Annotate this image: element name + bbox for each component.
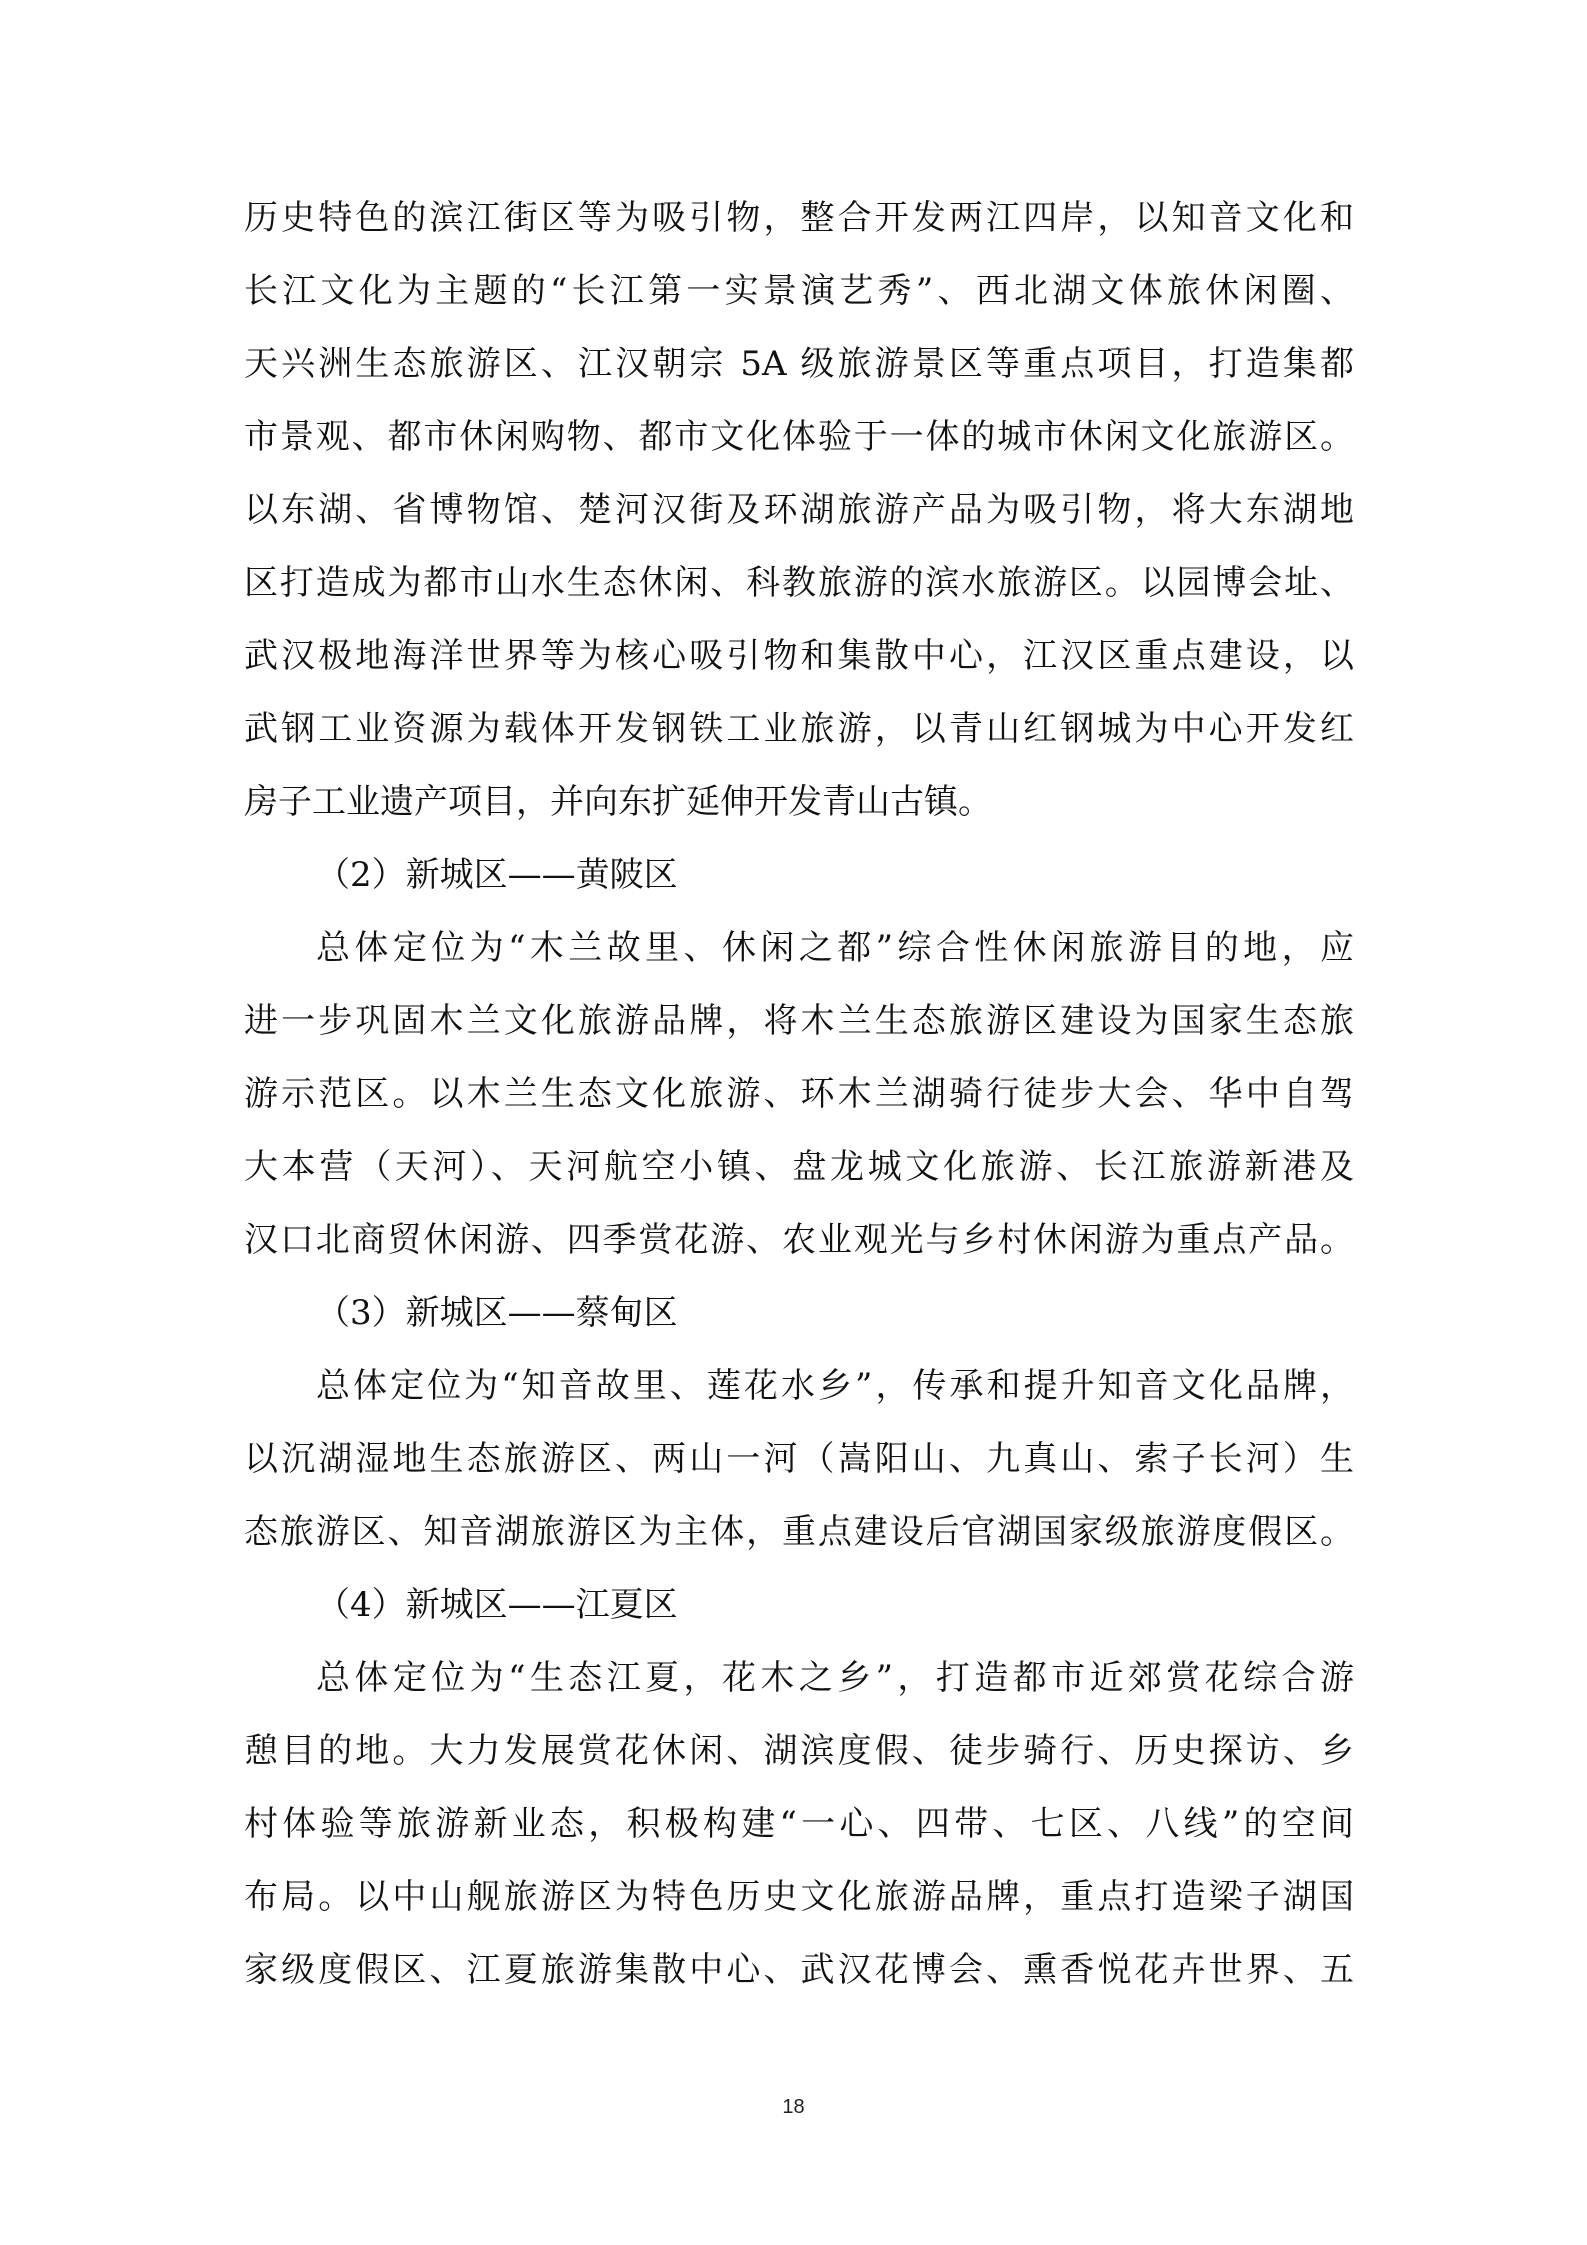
paragraph-line: 总体定位为“木兰故里、休闲之都”综合性休闲旅游目的地，应 (316, 928, 1354, 968)
section-heading: （2）新城区——黄陂区 (316, 855, 678, 895)
paragraph-line: 以沉湖湿地生态旅游区、两山一河（嵩阳山、九真山、索子长河）生 (244, 1439, 1354, 1479)
paragraph-line: 态旅游区、知音湖旅游区为主体，重点建设后官湖国家级旅游度假区。 (244, 1512, 1354, 1552)
paragraph-line: 房子工业遗产项目，并向东扩延伸开发青山古镇。 (244, 782, 992, 822)
paragraph-line: 武钢工业资源为载体开发钢铁工业旅游，以青山红钢城为中心开发红 (244, 709, 1354, 749)
page-number: 18 (782, 2096, 805, 2118)
section-heading: （4）新城区——江夏区 (316, 1585, 678, 1625)
paragraph-line: 布局。以中山舰旅游区为特色历史文化旅游品牌，重点打造梁子湖国 (244, 1877, 1354, 1917)
paragraph-line: 以东湖、省博物馆、楚河汉街及环湖旅游产品为吸引物，将大东湖地 (244, 490, 1354, 530)
paragraph-line: 憩目的地。大力发展赏花休闲、湖滨度假、徒步骑行、历史探访、乡 (244, 1731, 1354, 1771)
paragraph-line: 家级度假区、江夏旅游集散中心、武汉花博会、熏香悦花卉世界、五 (244, 1950, 1354, 1990)
paragraph-line: 总体定位为“生态江夏，花木之乡”，打造都市近郊赏花综合游 (316, 1658, 1354, 1698)
paragraph-line: 武汉极地海洋世界等为核心吸引物和集散中心，江汉区重点建设，以 (244, 636, 1354, 676)
paragraph-line: 历史特色的滨江街区等为吸引物，整合开发两江四岸，以知音文化和 (244, 198, 1354, 238)
paragraph-line: 汉口北商贸休闲游、四季赏花游、农业观光与乡村休闲游为重点产品。 (244, 1220, 1354, 1260)
section-heading: （3）新城区——蔡甸区 (316, 1293, 678, 1333)
paragraph-line: 进一步巩固木兰文化旅游品牌，将木兰生态旅游区建设为国家生态旅 (244, 1001, 1354, 1041)
paragraph-line: 大本营（天河）、天河航空小镇、盘龙城文化旅游、长江旅游新港及 (244, 1147, 1354, 1187)
paragraph-line: 游示范区。以木兰生态文化旅游、环木兰湖骑行徒步大会、华中自驾 (244, 1074, 1354, 1114)
paragraph-line: 村体验等旅游新业态，积极构建“一心、四带、七区、八线”的空间 (244, 1804, 1354, 1844)
paragraph-line: 长江文化为主题的“长江第一实景演艺秀”、西北湖文体旅休闲圈、 (244, 271, 1354, 311)
paragraph-line: 区打造成为都市山水生态休闲、科教旅游的滨水旅游区。以园博会址、 (244, 563, 1354, 603)
paragraph-line: 总体定位为“知音故里、莲花水乡”，传承和提升知音文化品牌， (316, 1366, 1354, 1406)
paragraph-line: 市景观、都市休闲购物、都市文化体验于一体的城市休闲文化旅游区。 (244, 417, 1354, 457)
paragraph-line: 天兴洲生态旅游区、江汉朝宗 5A 级旅游景区等重点项目，打造集都 (244, 344, 1354, 384)
